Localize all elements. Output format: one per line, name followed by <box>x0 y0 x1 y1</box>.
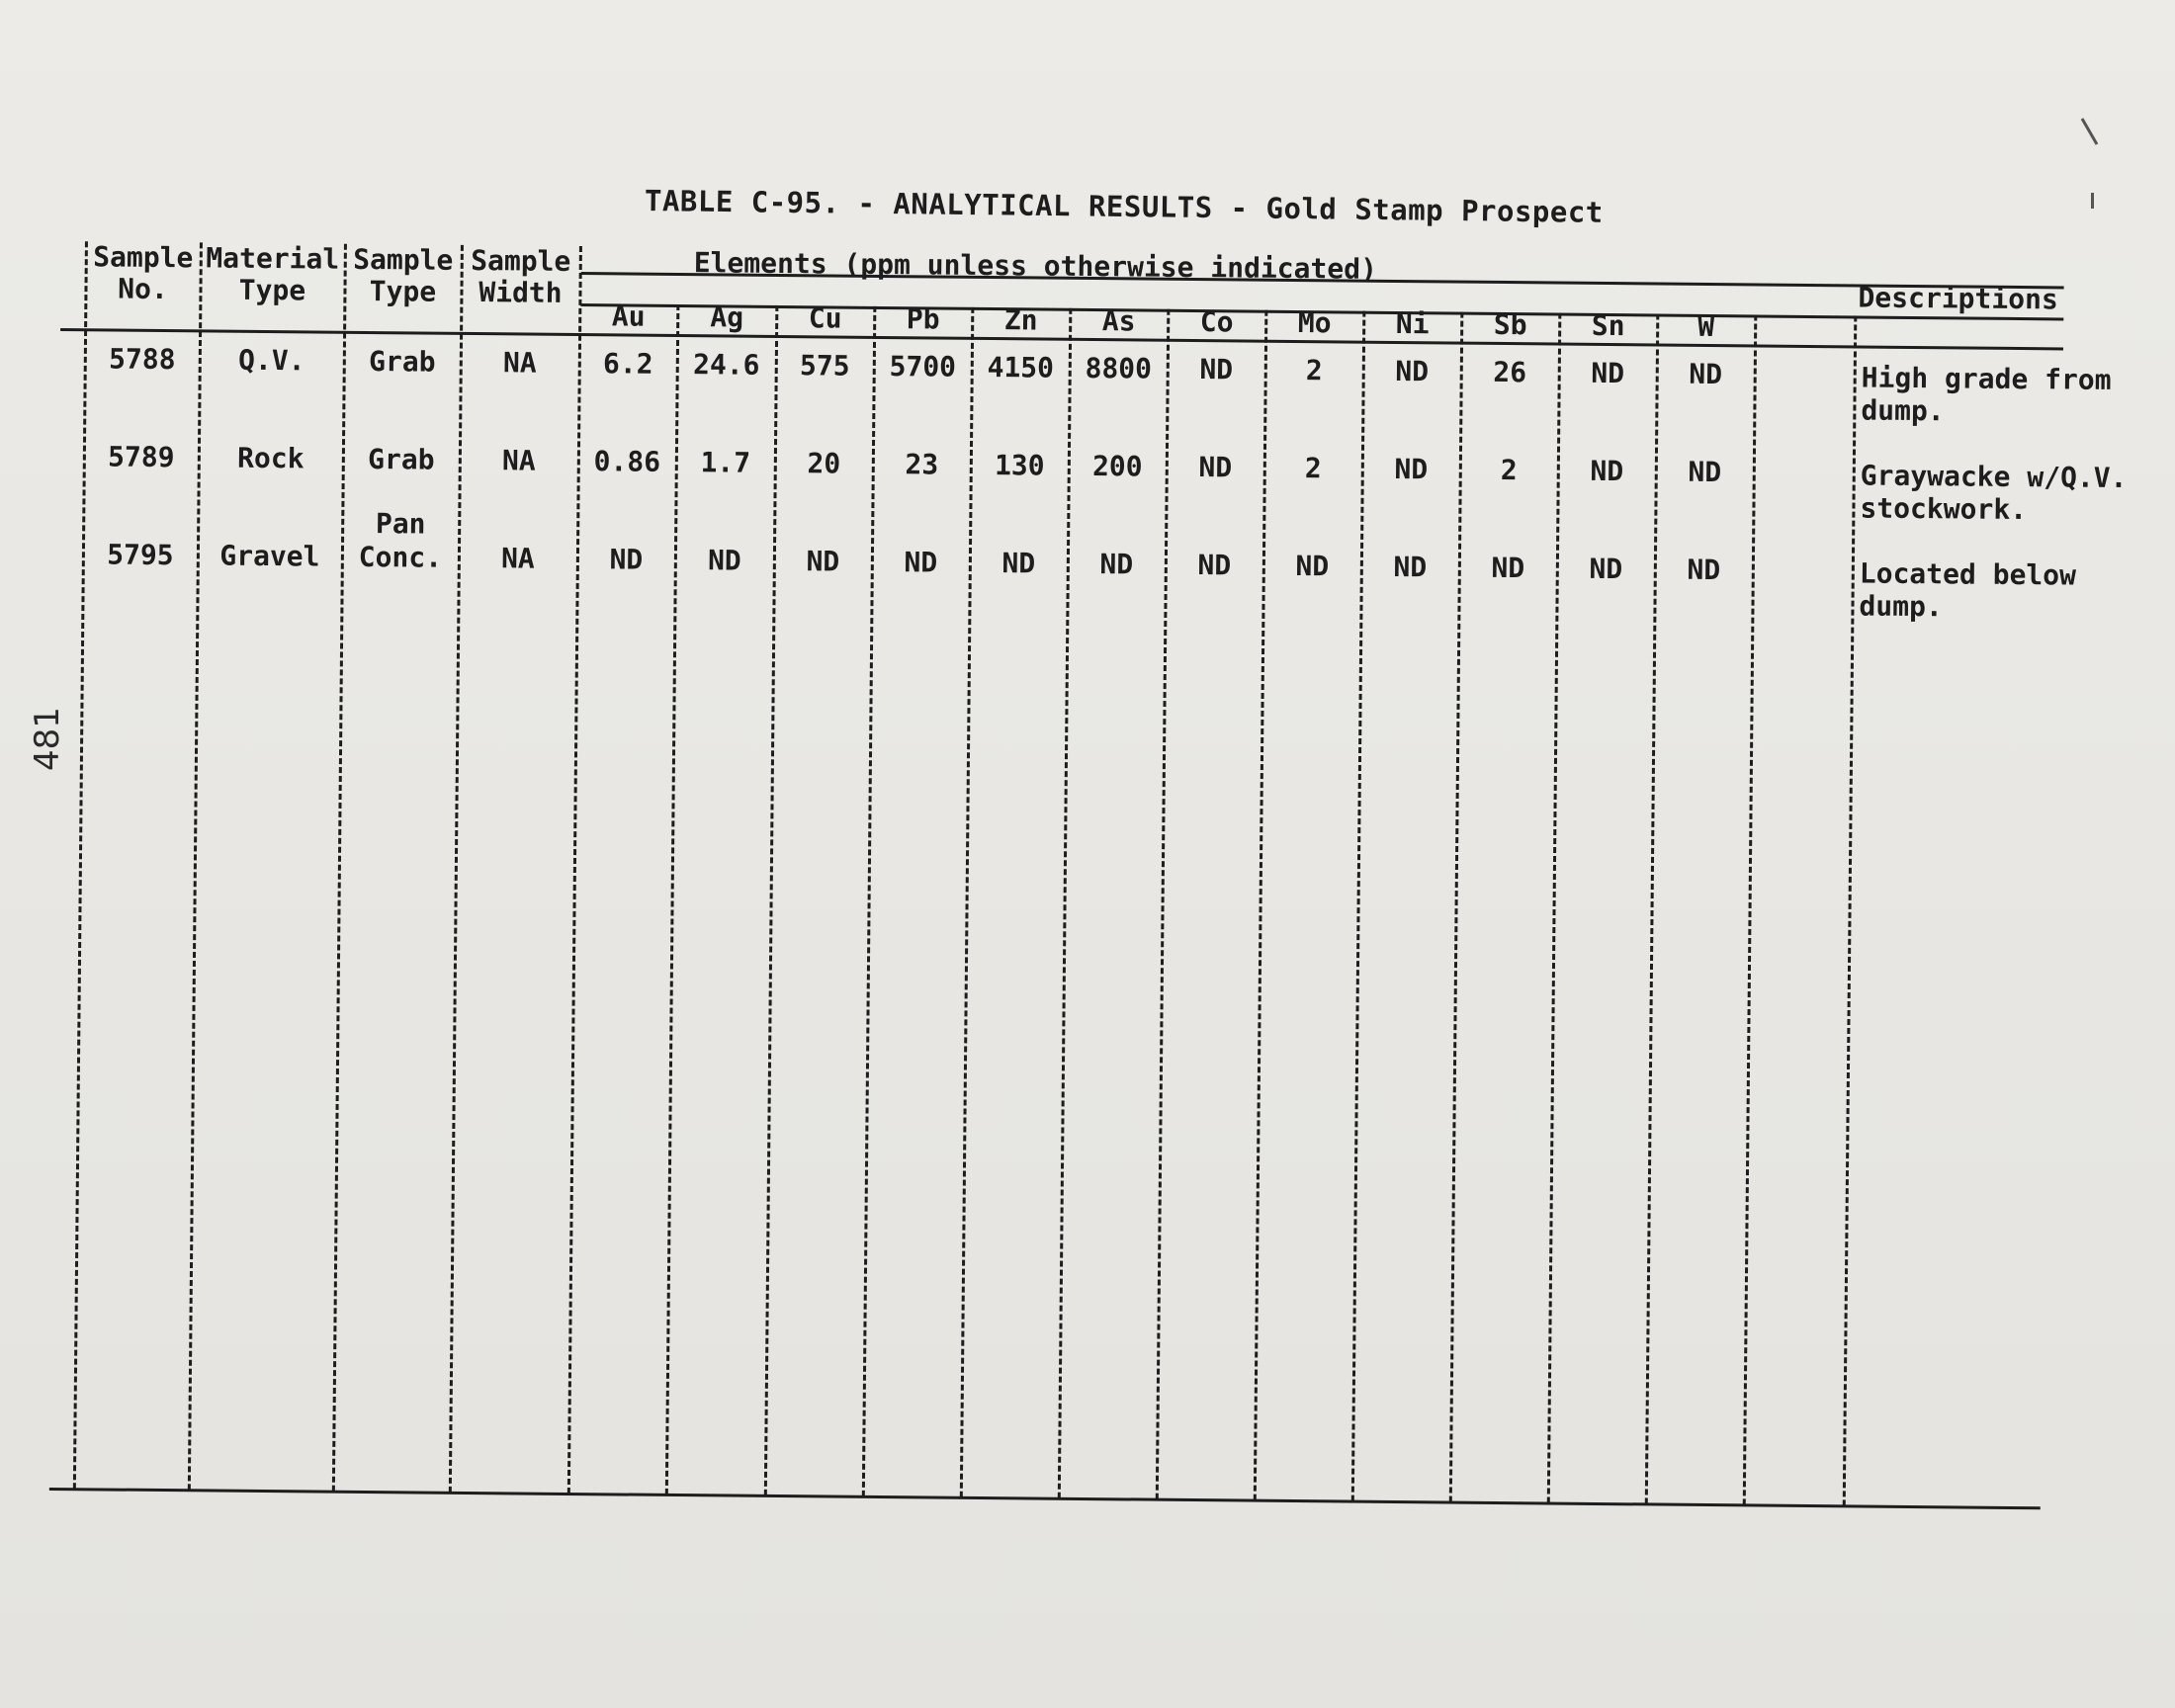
cell-co: ND <box>1198 451 1233 484</box>
cell-sn: ND <box>1591 356 1625 390</box>
cell-zn: 4150 <box>987 350 1055 384</box>
col-divider <box>188 242 203 1490</box>
cell-cu: ND <box>806 545 840 578</box>
cell-cu: 20 <box>807 447 841 480</box>
cell-sample-width: NA <box>500 542 535 575</box>
col-divider <box>567 246 582 1494</box>
cell-zn: ND <box>1001 547 1036 580</box>
header-elements-group: Elements (ppm unless otherwise indicated) <box>693 246 1378 286</box>
cell-sn: ND <box>1589 552 1623 586</box>
cell-line: Conc. <box>358 540 443 574</box>
analytical-results-table <box>48 237 2128 1546</box>
cell-au: ND <box>609 543 644 576</box>
header-line: Sample <box>353 242 454 277</box>
cell-zn: 130 <box>994 449 1045 482</box>
cell-w: ND <box>1689 357 1723 391</box>
header-descriptions: Descriptions <box>1858 281 2058 316</box>
cell-line <box>344 409 459 444</box>
cell-co: ND <box>1199 353 1234 386</box>
cell-description <box>1859 556 2076 624</box>
cell-mo: 2 <box>1304 452 1322 485</box>
col-divider <box>1743 314 1758 1504</box>
cell-line: Grab <box>367 442 435 476</box>
table-title: TABLE C-95. - ANALYTICAL RESULTS - Gold Stamp Prospect <box>644 184 1604 229</box>
cell-sample-type <box>343 507 459 575</box>
cell-ni: ND <box>1394 452 1429 486</box>
col-divider <box>1449 312 1464 1502</box>
cell-material-type: Q.V. <box>237 343 305 378</box>
cell-line: Pan <box>375 507 426 541</box>
scan-mark <box>2081 118 2099 144</box>
table-bottom-rule <box>49 1488 2041 1509</box>
header-element-ag: Ag <box>710 300 744 334</box>
cell-line: stockwork. <box>1860 491 2028 527</box>
header-line: Width <box>478 276 563 309</box>
cell-sample-width: NA <box>501 444 536 477</box>
cell-au: 6.2 <box>602 347 653 381</box>
col-divider <box>73 241 88 1489</box>
cell-line: dump. <box>1861 393 1945 428</box>
header-element-sb: Sb <box>1493 307 1527 342</box>
cell-pb: ND <box>904 546 938 579</box>
col-divider <box>960 307 975 1497</box>
cell-sb: 2 <box>1500 453 1518 487</box>
header-element-zn: Zn <box>1003 303 1038 337</box>
cell-sb: 26 <box>1493 355 1527 389</box>
cell-sb: ND <box>1491 551 1525 585</box>
header-element-mo: Mo <box>1297 306 1332 340</box>
cell-au: 0.86 <box>593 445 661 478</box>
cell-sample-no: 5795 <box>107 538 174 572</box>
cell-line: High grade from <box>1861 361 2112 396</box>
cell-as: ND <box>1099 548 1134 581</box>
col-divider <box>1843 315 1858 1505</box>
header-sample-no <box>86 241 200 305</box>
header-element-w: W <box>1697 309 1715 344</box>
header-element-cu: Cu <box>808 301 842 335</box>
cell-w: ND <box>1687 553 1721 587</box>
header-element-as: As <box>1101 304 1136 338</box>
cell-sn: ND <box>1590 454 1624 488</box>
cell-pb: 23 <box>905 448 939 481</box>
header-line: Sample <box>471 243 571 278</box>
cell-line <box>345 311 460 346</box>
cell-line: Graywacke w/Q.V. <box>1860 459 2128 495</box>
cell-material-type: Gravel <box>219 539 320 573</box>
cell-ag: 24.6 <box>692 348 760 382</box>
col-divider <box>1058 308 1073 1498</box>
cell-w: ND <box>1688 455 1722 489</box>
header-line: Material <box>206 241 340 276</box>
cell-description <box>1861 361 2111 428</box>
header-line: No. <box>118 272 168 306</box>
cell-line: Located below <box>1859 556 2077 592</box>
col-divider <box>1254 310 1268 1500</box>
cell-mo: 2 <box>1305 354 1323 387</box>
header-element-co: Co <box>1199 305 1234 339</box>
header-element-ni: Ni <box>1395 306 1430 341</box>
col-divider <box>1351 311 1366 1501</box>
cell-sample-width: NA <box>502 346 537 380</box>
page-number-handwritten: 481 <box>28 707 67 771</box>
col-divider <box>1645 313 1660 1503</box>
header-line: Sample <box>93 240 194 275</box>
cell-mo: ND <box>1295 550 1330 583</box>
header-material-type <box>201 242 344 306</box>
cell-sample-no: 5789 <box>107 440 175 474</box>
cell-sample-type <box>344 409 460 477</box>
cell-pb: 5700 <box>889 350 957 384</box>
cell-ni: ND <box>1395 354 1430 388</box>
col-divider <box>862 306 877 1496</box>
header-element-pb: Pb <box>906 302 940 336</box>
cell-line: Grab <box>368 344 436 379</box>
col-divider <box>665 304 680 1494</box>
col-divider <box>1547 313 1562 1503</box>
col-divider <box>1156 309 1171 1499</box>
cell-ag: 1.7 <box>700 446 751 479</box>
header-line: Type <box>238 273 306 307</box>
header-element-sn: Sn <box>1591 308 1625 343</box>
header-sample-width <box>462 245 579 309</box>
cell-description <box>1860 459 2127 527</box>
cell-as: 8800 <box>1085 351 1153 385</box>
cell-ni: ND <box>1393 550 1428 584</box>
cell-sample-no: 5788 <box>108 342 176 377</box>
cell-ag: ND <box>707 544 741 577</box>
cell-line: dump. <box>1859 589 1943 624</box>
cell-cu: 575 <box>799 349 850 383</box>
cell-sample-type <box>345 311 461 380</box>
col-divider <box>764 305 779 1495</box>
cell-as: 200 <box>1091 450 1143 483</box>
header-sample-type <box>345 244 461 308</box>
cell-material-type: Rock <box>236 441 304 475</box>
header-line: Type <box>369 274 437 308</box>
header-element-au: Au <box>611 299 646 333</box>
cell-co: ND <box>1197 549 1232 582</box>
scan-mark <box>2091 193 2094 209</box>
